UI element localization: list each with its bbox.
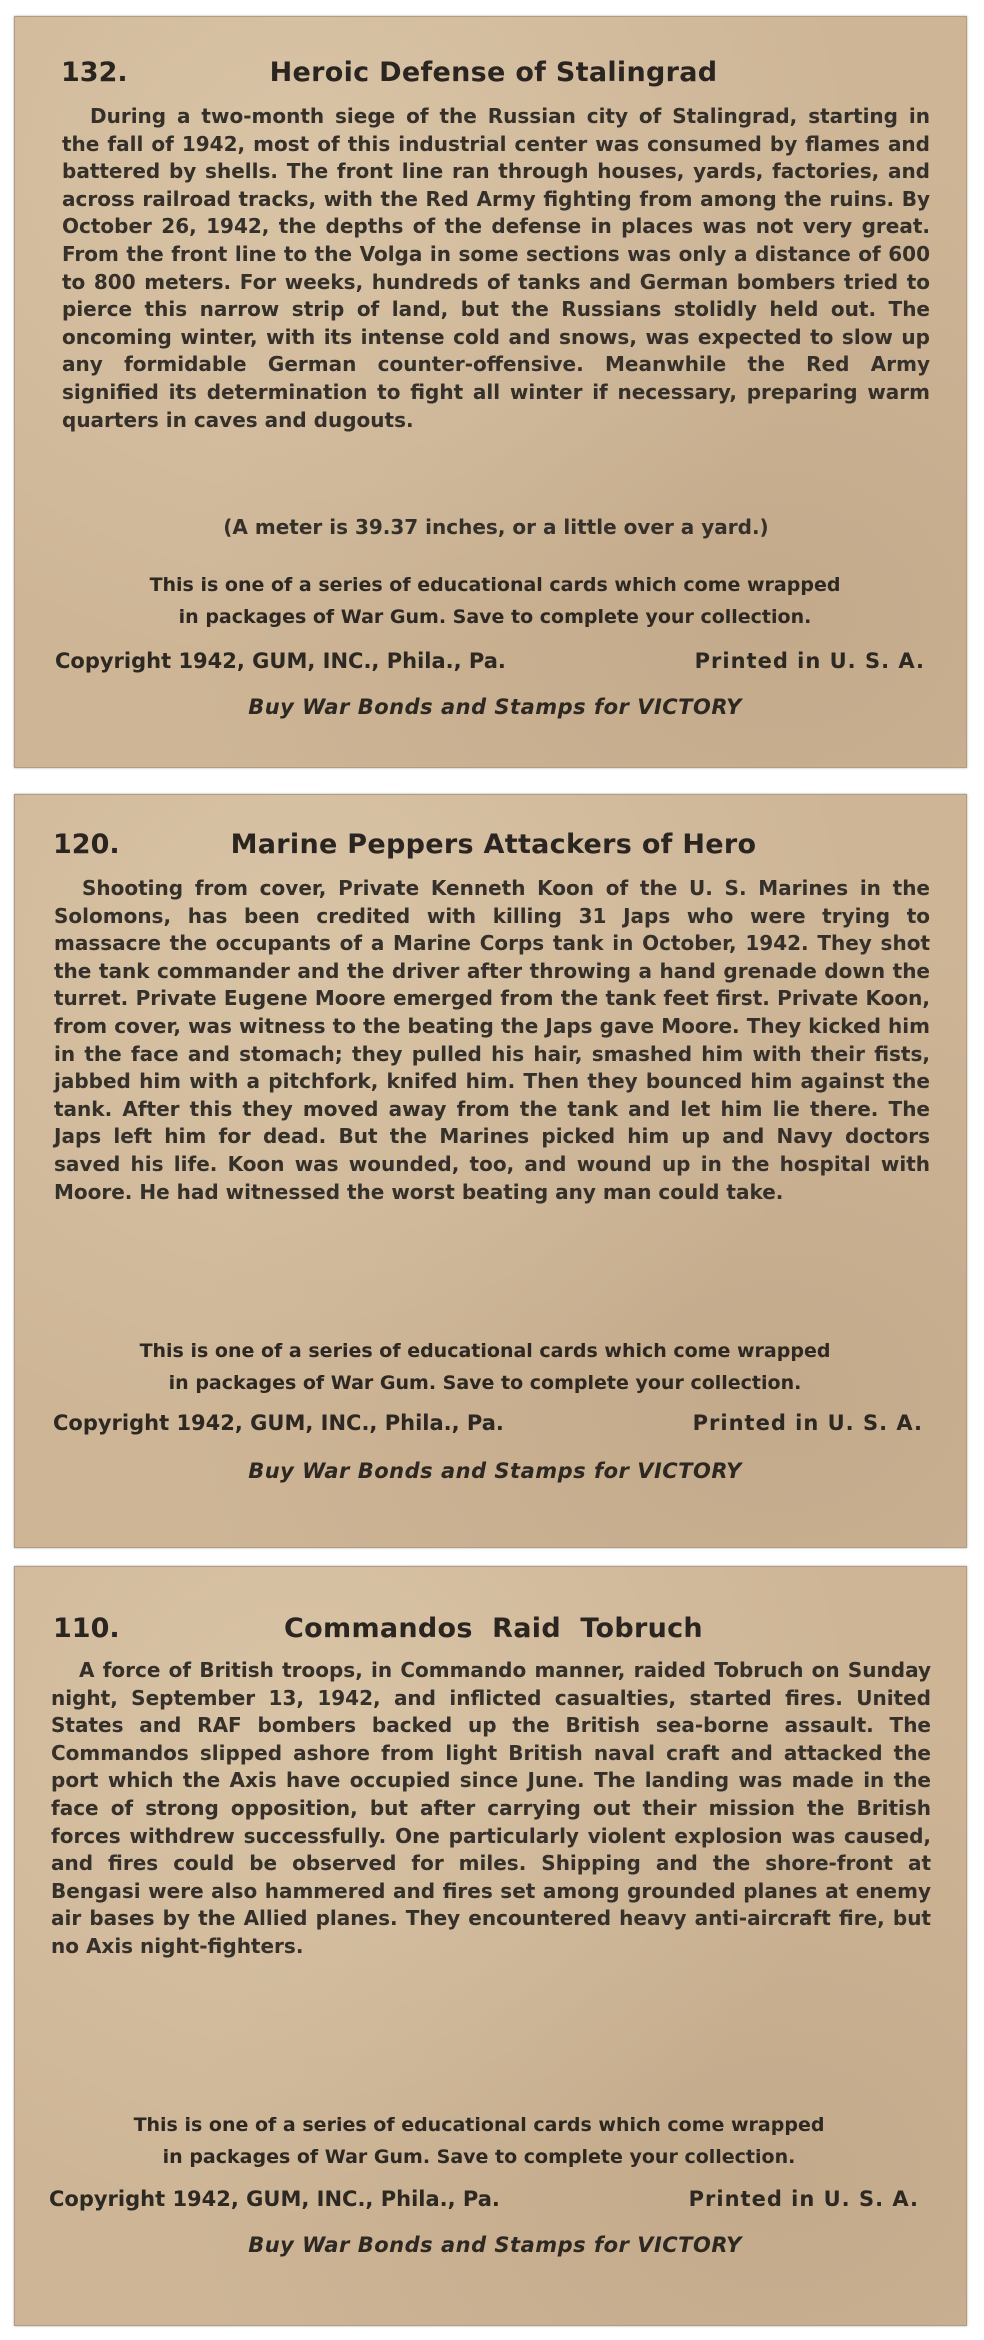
- copyright-row: [53, 1411, 933, 1441]
- series-note-line-1: This is one of a series of educational cards which come wrapped: [133, 2114, 825, 2136]
- card-footnote: (A meter is 39.37 inches, or a little over a yard.): [223, 515, 769, 539]
- war-bonds-slogan: Buy War Bonds and Stamps for VICTORY: [248, 2233, 742, 2257]
- war-bonds-slogan: Buy War Bonds and Stamps for VICTORY: [248, 1459, 742, 1483]
- card-number: 132.: [61, 57, 128, 88]
- series-note: [45, 1335, 925, 1399]
- card-story-text: During a two-month siege of the Russian city of Stalingrad, starting in the fall of 1942, most of this industrial center was consumed by flames and battered by shells. The front line ran through houses, yards, factories, and across railroad tracks, with the Red Army fighting from among the ruins. By October 26, 1942, the depths of the defense in places was not very great. From the front line to the Volga in some sections was only a distance of 600 to 800 meters. For weeks, hundreds of tanks and German bombers tried to pierce this narrow strip of land, but the Russians stolidly held out. The oncoming winter, with its intense cold and snows, was expected to slow up any formidable German counter-offensive. Meanwhile the Red Army signified its determination to fight all winter if necessary, preparing warm quarters in caves and dugouts.: [62, 104, 930, 432]
- copyright-text: Copyright 1942, GUM, INC., Phila., Pa.: [55, 649, 506, 673]
- card-story-text: A force of British troops, in Commando manner, raided Tobruch on Sunday night, September 13, 1942, and inflicted casualties, started fires. United States and RAF bombers backed up the British sea-borne assault. The Commandos slipped ashore from light British naval craft and attacked the port which the Axis have occupied since June. The landing was made in the face of strong opposition, but after carrying out their mission the British forces withdrew successfully. One particularly violent explosion was caused, and fires could be observed for miles. Shipping and the shore-front at Bengasi were also hammered and fires set among grounded planes at enemy air bases by the Allied planes. They encountered heavy anti-aircraft fire, but no Axis night-fighters.: [51, 1658, 931, 1958]
- printed-in-text: Printed in U. S. A.: [694, 649, 925, 673]
- trading-card-110: [14, 1566, 967, 2326]
- card-number: 110.: [53, 1613, 120, 1644]
- copyright-row: [55, 649, 935, 679]
- card-title: Commandos Raid Tobruch: [284, 1613, 703, 1644]
- trading-card-120: [14, 794, 967, 1548]
- war-bonds-slogan: Buy War Bonds and Stamps for VICTORY: [248, 695, 742, 719]
- series-note-line-2: in packages of War Gum. Save to complete your collection.: [162, 2146, 796, 2168]
- copyright-text: Copyright 1942, GUM, INC., Phila., Pa.: [49, 2187, 500, 2211]
- trading-card-132: [14, 16, 967, 768]
- series-note-line-2: in packages of War Gum. Save to complete your collection.: [168, 1372, 802, 1394]
- copyright-text: Copyright 1942, GUM, INC., Phila., Pa.: [53, 1411, 504, 1435]
- series-note: [39, 2109, 919, 2173]
- card-header: [53, 829, 926, 873]
- printed-in-text: Printed in U. S. A.: [688, 2187, 919, 2211]
- copyright-row: [49, 2187, 929, 2217]
- series-note-line-2: in packages of War Gum. Save to complete your collection.: [178, 606, 812, 628]
- card-story-text: Shooting from cover, Private Kenneth Koon of the U. S. Marines in the Solomons, has been credited with killing 31 Japs who were trying to massacre the occupants of a Marine Corps tank in October, 1942. They shot the tank commander and the driver after throwing a hand grenade down the turret. Private Eugene Moore emerged from the tank feet first. Private Koon, from cover, was witness to the beating the Japs gave Moore. They kicked him in the face and stomach; they pulled his hair, smashed him with their fists, jabbed him with a pitchfork, knifed him. Then they bounced him against the tank. After this they moved away from the tank and let him lie there. The Japs left him for dead. But the Marines picked him up and Navy doctors saved his life. Koon was wounded, too, and wound up in the hospital with Moore. He had witnessed the worst beating any man could take.: [54, 876, 930, 1204]
- card-title: Heroic Defense of Stalingrad: [269, 57, 718, 88]
- card-title: Marine Peppers Attackers of Hero: [230, 829, 757, 860]
- card-header: [61, 57, 926, 101]
- series-note-line-1: This is one of a series of educational cards which come wrapped: [149, 574, 841, 596]
- card-header: [53, 1613, 926, 1657]
- series-note-line-1: This is one of a series of educational cards which come wrapped: [139, 1340, 831, 1362]
- series-note: [55, 569, 935, 633]
- card-number: 120.: [53, 829, 120, 860]
- printed-in-text: Printed in U. S. A.: [692, 1411, 923, 1435]
